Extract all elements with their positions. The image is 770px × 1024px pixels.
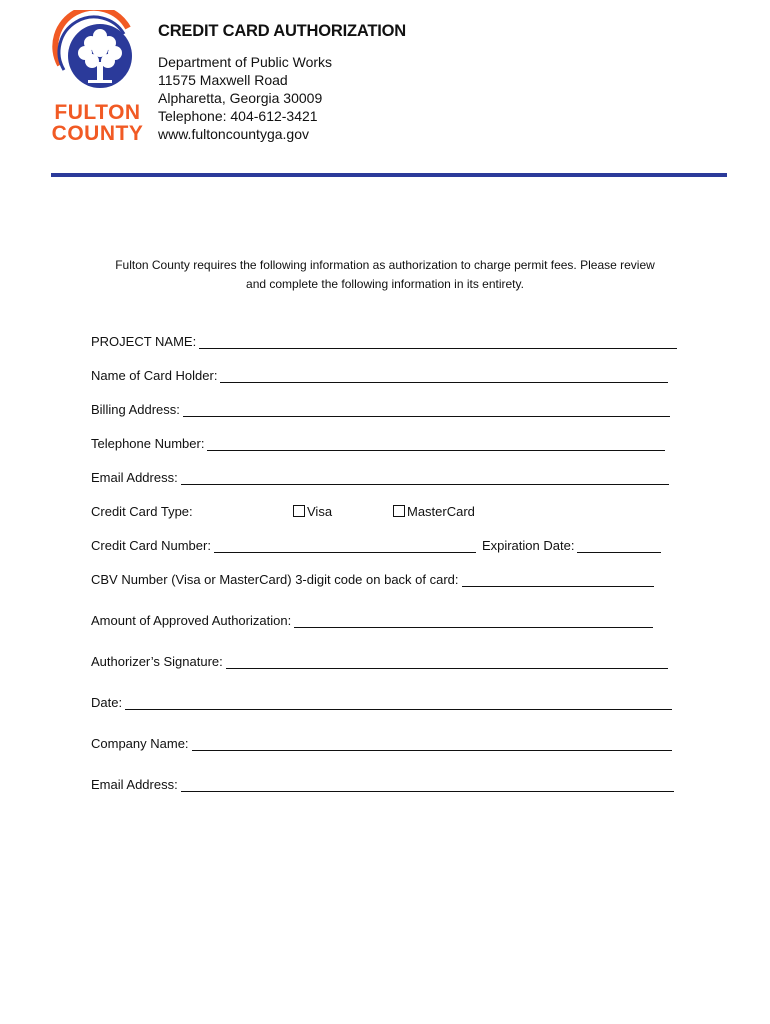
cbv-input[interactable] [462, 572, 654, 587]
email-label-1: Email Address: [91, 470, 178, 485]
billing-address-label: Billing Address: [91, 402, 180, 417]
visa-label: Visa [307, 504, 333, 519]
logo-text-county: COUNTY [51, 122, 144, 145]
card-number-input[interactable] [214, 538, 476, 553]
fulton-county-logo [50, 10, 145, 145]
company-row [91, 736, 672, 751]
card-holder-label: Name of Card Holder: [91, 368, 218, 383]
street-address: 11575 Maxwell Road [158, 72, 288, 88]
signature-row [91, 654, 668, 669]
date-row [91, 695, 672, 710]
card-number-row [91, 538, 661, 553]
tree-seal-icon [50, 10, 145, 105]
billing-address-input[interactable] [183, 402, 670, 417]
logo-text-fulton: FULTON [54, 101, 141, 124]
amount-row [91, 613, 653, 628]
cbv-row [91, 572, 654, 587]
visa-option[interactable] [293, 504, 332, 519]
email-input-1[interactable] [181, 470, 669, 485]
telephone-row [91, 436, 665, 451]
intro-line-1: Fulton County requires the following information as authorization to charge permit fees. Please review [115, 258, 655, 272]
project-name-row [91, 334, 677, 349]
intro-line-2: and complete the following information in its entirety. [246, 277, 524, 291]
project-name-label: PROJECT NAME: [91, 334, 197, 349]
telephone-input[interactable] [207, 436, 665, 451]
email-input-2[interactable] [181, 777, 674, 792]
signature-input[interactable] [226, 654, 668, 669]
date-label: Date: [91, 695, 123, 710]
billing-address-row [91, 402, 670, 417]
amount-label: Amount of Approved Authorization: [91, 613, 292, 628]
expiration-input[interactable] [577, 538, 661, 553]
card-holder-row [91, 368, 668, 383]
mastercard-label: MasterCard [407, 504, 475, 519]
card-type-label: Credit Card Type: [91, 504, 193, 519]
expiration-label: Expiration Date: [481, 538, 575, 553]
department-name: Department of Public Works [158, 54, 333, 70]
telephone-label: Telephone Number: [91, 436, 205, 451]
visa-checkbox[interactable] [293, 505, 305, 517]
project-name-input[interactable] [199, 334, 677, 349]
card-number-label: Credit Card Number: [91, 538, 211, 553]
company-label: Company Name: [91, 736, 189, 751]
telephone: Telephone: 404-612-3421 [158, 108, 318, 124]
card-type-row [91, 504, 691, 524]
cbv-label: CBV Number (Visa or MasterCard) 3-digit code on back of card: [91, 572, 459, 587]
email-row-1 [91, 470, 669, 485]
city-state-zip: Alpharetta, Georgia 30009 [158, 90, 323, 106]
company-input[interactable] [192, 736, 672, 751]
intro-paragraph [60, 256, 710, 294]
page-title: CREDIT CARD AUTHORIZATION [158, 22, 406, 40]
email-label-2: Email Address: [91, 777, 178, 792]
document-header [158, 22, 406, 143]
website: www.fultoncountyga.gov [158, 126, 309, 142]
mastercard-option[interactable] [393, 504, 475, 519]
date-input[interactable] [125, 695, 672, 710]
signature-label: Authorizer’s Signature: [91, 654, 223, 669]
card-holder-input[interactable] [220, 368, 668, 383]
header-divider [51, 173, 727, 177]
amount-input[interactable] [294, 613, 653, 628]
email-row-2 [91, 777, 674, 792]
mastercard-checkbox[interactable] [393, 505, 405, 517]
